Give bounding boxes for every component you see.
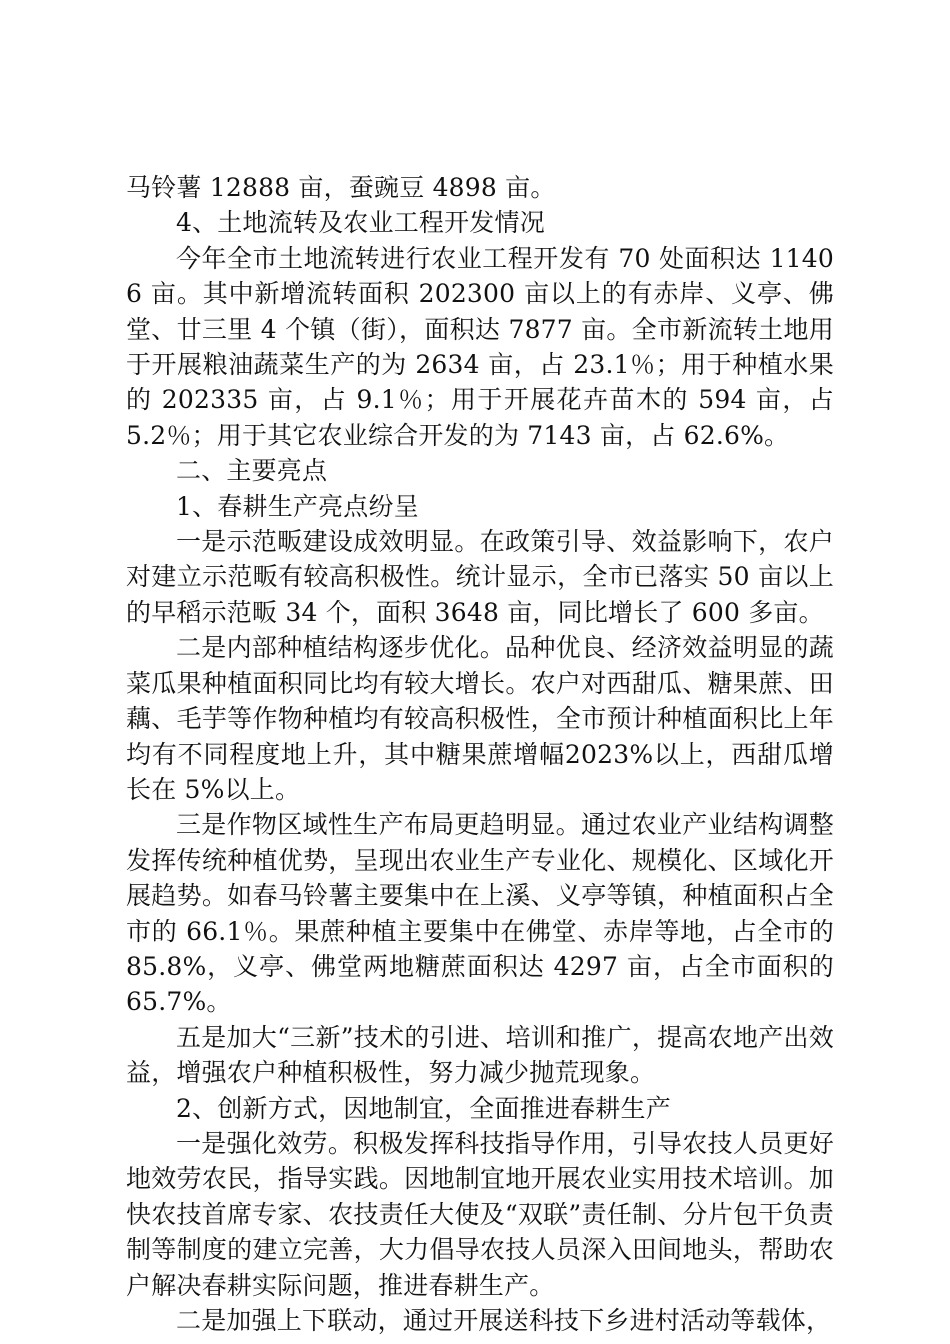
paragraph-three-new: 五是加大“三新”技术的引进、培训和推广，提高农地产出效益，增强农户种植积极性，努力减少抛荒现象。	[126, 1022, 834, 1088]
subsection-heading-spring-plowing: 1、春耕生产亮点纷呈	[176, 491, 419, 521]
document-body	[126, 170, 834, 1338]
paragraph-planting-structure: 二是内部种植结构逐步优化。品种优良、经济效益明显的蔬菜瓜果种植面积同比均有较大增长。农户对西甜瓜、糖果蔗、田藕、毛芋等作物种植均有较高积极性，全市预计种植面积比上年均有不同程度地上升，其中糖果蔗增幅2023%以上，西甜瓜增长在 5%以上。	[126, 633, 834, 804]
section-heading-highlights: 二、主要亮点	[176, 456, 328, 486]
paragraph-linkage: 二是加强上下联动，通过开展送科技下乡进村活动等载体，	[176, 1306, 832, 1335]
paragraph-service: 一是强化效劳。积极发挥科技指导作用，引导农技人员更好地效劳农民，指导实践。因地制宜地开展农业实用技术培训。加快农技首席专家、农技责任大使及“双联”责任制、分片包干负责制等制度的建立完善，大力倡导农技人员深入田间地头，帮助农户解决春耕实际问题，推进春耕生产。	[126, 1128, 834, 1300]
section-heading-land-transfer: 4、土地流转及农业工程开发情况	[176, 208, 545, 238]
paragraph-land-transfer: 今年全市土地流转进行农业工程开发有 70 处面积达 11406 亩。其中新增流转面积 202300 亩以上的有赤岸、义亭、佛堂、廿三里 4 个镇（街），面积达 7877 亩。全市新流转土地用于开展粮油蔬菜生产的为 2634 亩，占 23.1％；用于种植水果的 202335 亩，占 9.1％；用于开展花卉苗木的 594 亩，占 5.2％；用于其它农业综合开发的为 7143 亩，占 62.6%。	[126, 243, 834, 450]
subsection-heading-innovation: 2、创新方式，因地制宜，全面推进春耕生产	[176, 1093, 671, 1123]
paragraph-regional-layout: 三是作物区域性生产布局更趋明显。通过农业产业结构调整发挥传统种植优势，呈现出农业生产专业化、规模化、区域化开展趋势。如春马铃薯主要集中在上溪、义亭等镇，种植面积占全市的 66.1％。果蔗种植主要集中在佛堂、赤岸等地，占全市的 85.8%，义亭、佛堂两地糖蔗面积达 4297 亩，占全市面积的 65.7%。	[126, 810, 834, 1017]
paragraph-continuation: 马铃薯 12888 亩，蚕豌豆 4898 亩。	[126, 173, 556, 202]
paragraph-demo-fields: 一是示范畈建设成效明显。在政策引导、效益影响下，农户对建立示范畈有较高积极性。统计显示，全市已落实 50 亩以上的早稻示范畈 34 个，面积 3648 亩，同比增长了 600 多亩。	[126, 527, 834, 627]
